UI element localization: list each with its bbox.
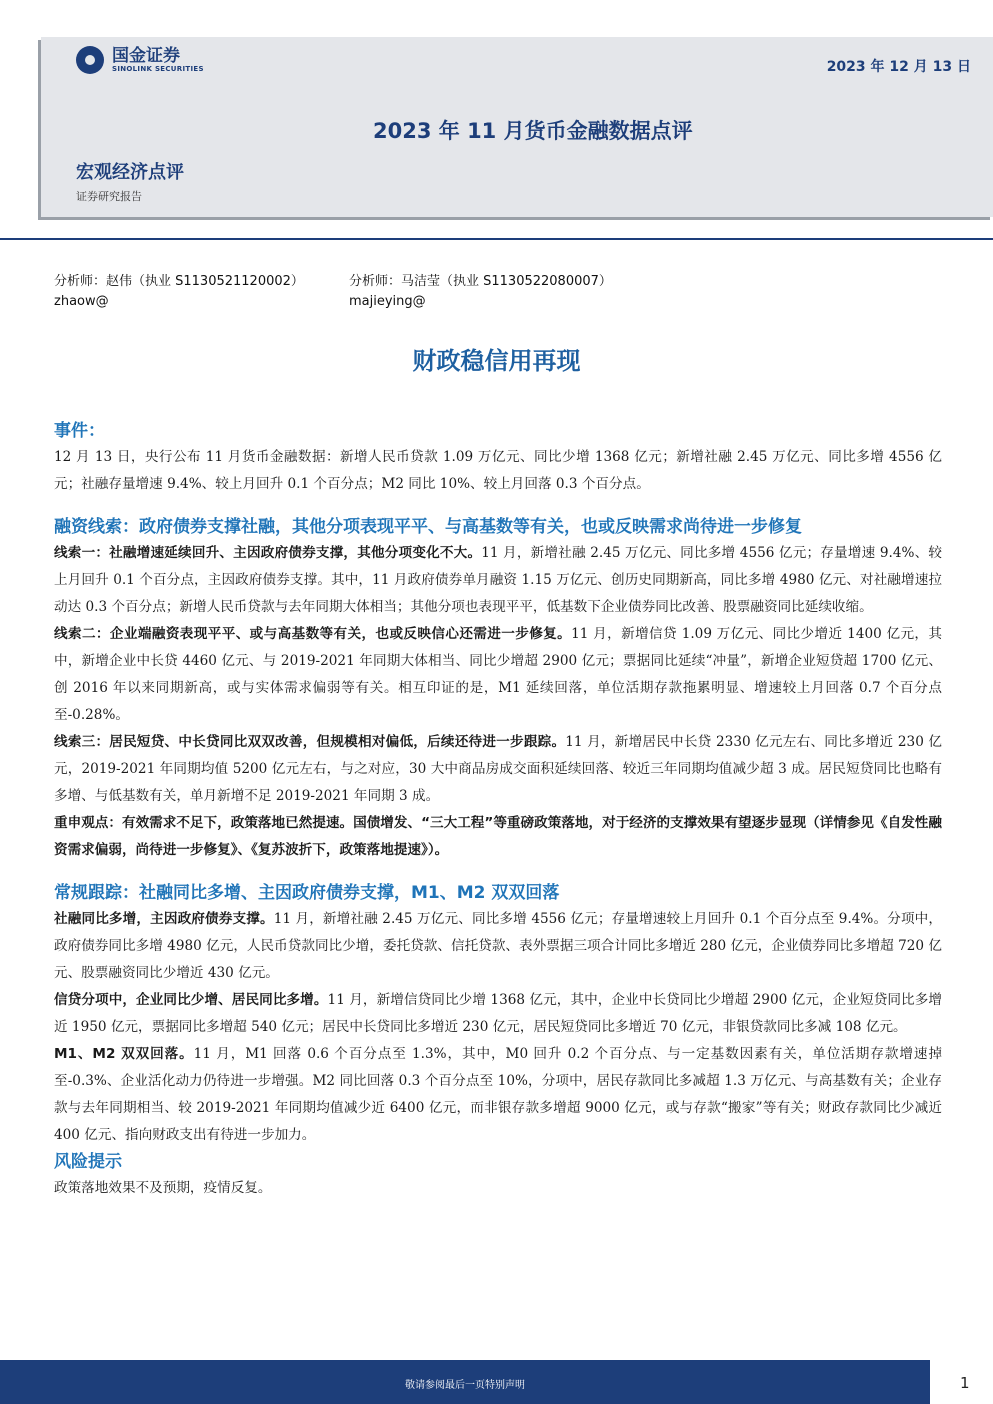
logo-mark-icon [76, 46, 104, 74]
section-heading-financing: 融资线索：政府债券支撑社融，其他分项表现平平、与高基数等有关，也或反映需求尚待进一步修复 [54, 517, 802, 537]
logo-name-en: SINOLINK SECURITIES [112, 65, 204, 73]
analyst-name: 分析师：马洁莹（执业 S1130522080007） [349, 274, 612, 289]
clue-one-paragraph [54, 540, 942, 621]
tracking-social-financing-paragraph [54, 906, 942, 987]
risk-paragraph: 政策落地效果不及预期，疫情反复。 [54, 1180, 272, 1196]
tracking-social-financing-text: 11 月，新增社融 2.45 万亿元、同比多增 4556 亿元；存量增速较上月回升 0.1 个百分点至 9.4%。分项中，政府债券同比多增 4980 亿元，人民币贷款同比少增，委托贷款、信托贷款、表外票据三项合计同比多增近 280 亿元，企业债券同比多增超 720 亿元、股票融资同比少增近 430 亿元。 [54, 911, 942, 981]
analyst-name: 分析师：赵伟（执业 S1130521120002） [54, 274, 304, 289]
analyst-email: majieying@ [349, 294, 426, 309]
report-body [54, 418, 942, 1202]
clue-three-lead: 线索三：居民短贷、中长贷同比双双改善，但规模相对偏低，后续还待进一步跟踪。 [54, 734, 566, 750]
page-number: 1 [960, 1374, 970, 1392]
report-date: 2023 年 12 月 13 日 [826, 59, 971, 75]
analyst-email: zhaow@ [54, 294, 109, 309]
tracking-money-supply-text: 11 月，M1 回落 0.6 个百分点至 1.3%，其中，M0 回升 0.2 个百分点、与一定基数因素有关，单位活期存款增速掉至-0.3%、企业活化动力仍待进一步增强。M2 同比回落 0.3 个百分点至 10%，分项中，居民存款同比多减超 1.3 万亿元、与高基数有关；企业存款与去年同期相当、较 2019-2021 年同期均值减少近 6400 亿元，而非银存款多增超 9000 亿元，或与存款“搬家”等有关；财政存款同比少减近 400 亿元、指向财政支出有待进一步加力。 [54, 1046, 942, 1143]
section-heading-event: 事件： [54, 421, 105, 441]
report-title: 2023 年 11 月货币金融数据点评 [373, 119, 693, 143]
tracking-money-supply-paragraph [54, 1041, 942, 1149]
analyst-block [54, 272, 304, 312]
section-heading-risk: 风险提示 [54, 1152, 122, 1172]
tracking-money-supply-lead: M1、M2 双双回落。 [54, 1046, 194, 1062]
viewpoint-paragraph [54, 810, 942, 864]
clue-three-paragraph [54, 729, 942, 810]
logo-name-cn: 国金证券 [112, 46, 180, 66]
clue-three-text: 11 月，新增居民中长贷 2330 亿元左右、同比多增近 230 亿元，2019-2021 年同期均值 5200 亿元左右，与之对应，30 大中商品房成交面积延续回落、较近三年同期均值减少超 3 成。居民短贷同比也略有多增、与低基数有关，单月新增不足 2019-2021 年同期 3 成。 [54, 734, 942, 804]
header-divider [0, 238, 993, 240]
event-paragraph: 12 月 13 日，央行公布 11 月货币金融数据：新增人民币贷款 1.09 万亿元、同比少增 1368 亿元；新增社融 2.45 万亿元、同比多增 4556 亿元；社融存量增速 9.4%、较上月回升 0.1 个百分点；M2 同比 10%、较上月回落 0.3 个百分点。 [54, 449, 942, 492]
viewpoint-text: 重申观点：有效需求不足下，政策落地已然提速。国债增发、“三大工程”等重磅政策落地，对于经济的支撑效果有望逐步显现（详情参见《自发性融资需求偏弱，尚待进一步修复》、《复苏波折下，政策落地提速》）。 [54, 815, 942, 858]
tracking-credit-paragraph [54, 987, 942, 1041]
clue-one-text: 11 月，新增社融 2.45 万亿元、同比多增 4556 亿元；存量增速 9.4%、较上月回升 0.1 个百分点，主因政府债券支撑。其中，11 月政府债券单月融资 1.15 万亿元、创历史同期新高，同比多增 4980 亿元、对社融增速拉动达 0.3 个百分点；新增人民币贷款与去年同期大体相当；其他分项也表现平平，低基数下企业债券同比改善、股票融资同比延续收缩。 [54, 545, 942, 615]
report-category: 宏观经济点评 [76, 162, 184, 183]
tracking-credit-text: 11 月，新增信贷同比少增 1368 亿元，其中，企业中长贷同比少增超 2900 亿元，企业短贷同比多增近 1950 亿元，票据同比多增超 540 亿元；居民中长贷同比多增近 230 亿元，居民短贷同比多增近 70 亿元，非银贷款同比多减 108 亿元。 [54, 992, 943, 1035]
tracking-credit-lead: 信贷分项中，企业同比少增、居民同比多增。 [54, 992, 328, 1008]
clue-two-lead: 线索二：企业端融资表现平平、或与高基数等有关，也或反映信心还需进一步修复。 [54, 626, 572, 642]
section-heading-tracking: 常规跟踪：社融同比多增、主因政府债券支撑，M1、M2 双双回落 [54, 883, 560, 903]
clue-two-text: 11 月，新增信贷 1.09 万亿元、同比少增近 1400 亿元，其中，新增企业中长贷 4460 亿元、与 2019-2021 年同期大体相当、同比少增超 2900 亿元；票据同比延续“冲量”，新增企业短贷超 1700 亿元、创 2016 年以来同期新高，或与实体需求偏弱等有关。相互印证的是，M1 延续回落，单位活期存款拖累明显、增速较上月回落 0.7 个百分点至-0.28%。 [54, 626, 942, 723]
report-subcategory: 证券研究报告 [76, 190, 142, 203]
main-title: 财政稳信用再现 [412, 347, 581, 375]
tracking-social-financing-lead: 社融同比多增，主因政府债券支撑。 [54, 911, 274, 927]
company-logo [76, 46, 204, 74]
footer-disclaimer: 敬请参阅最后一页特别声明 [405, 1380, 525, 1391]
analyst-block [349, 272, 612, 312]
clue-two-paragraph [54, 621, 942, 729]
clue-one-lead: 线索一：社融增速延续回升、主因政府债券支撑，其他分项变化不大。 [54, 545, 482, 561]
